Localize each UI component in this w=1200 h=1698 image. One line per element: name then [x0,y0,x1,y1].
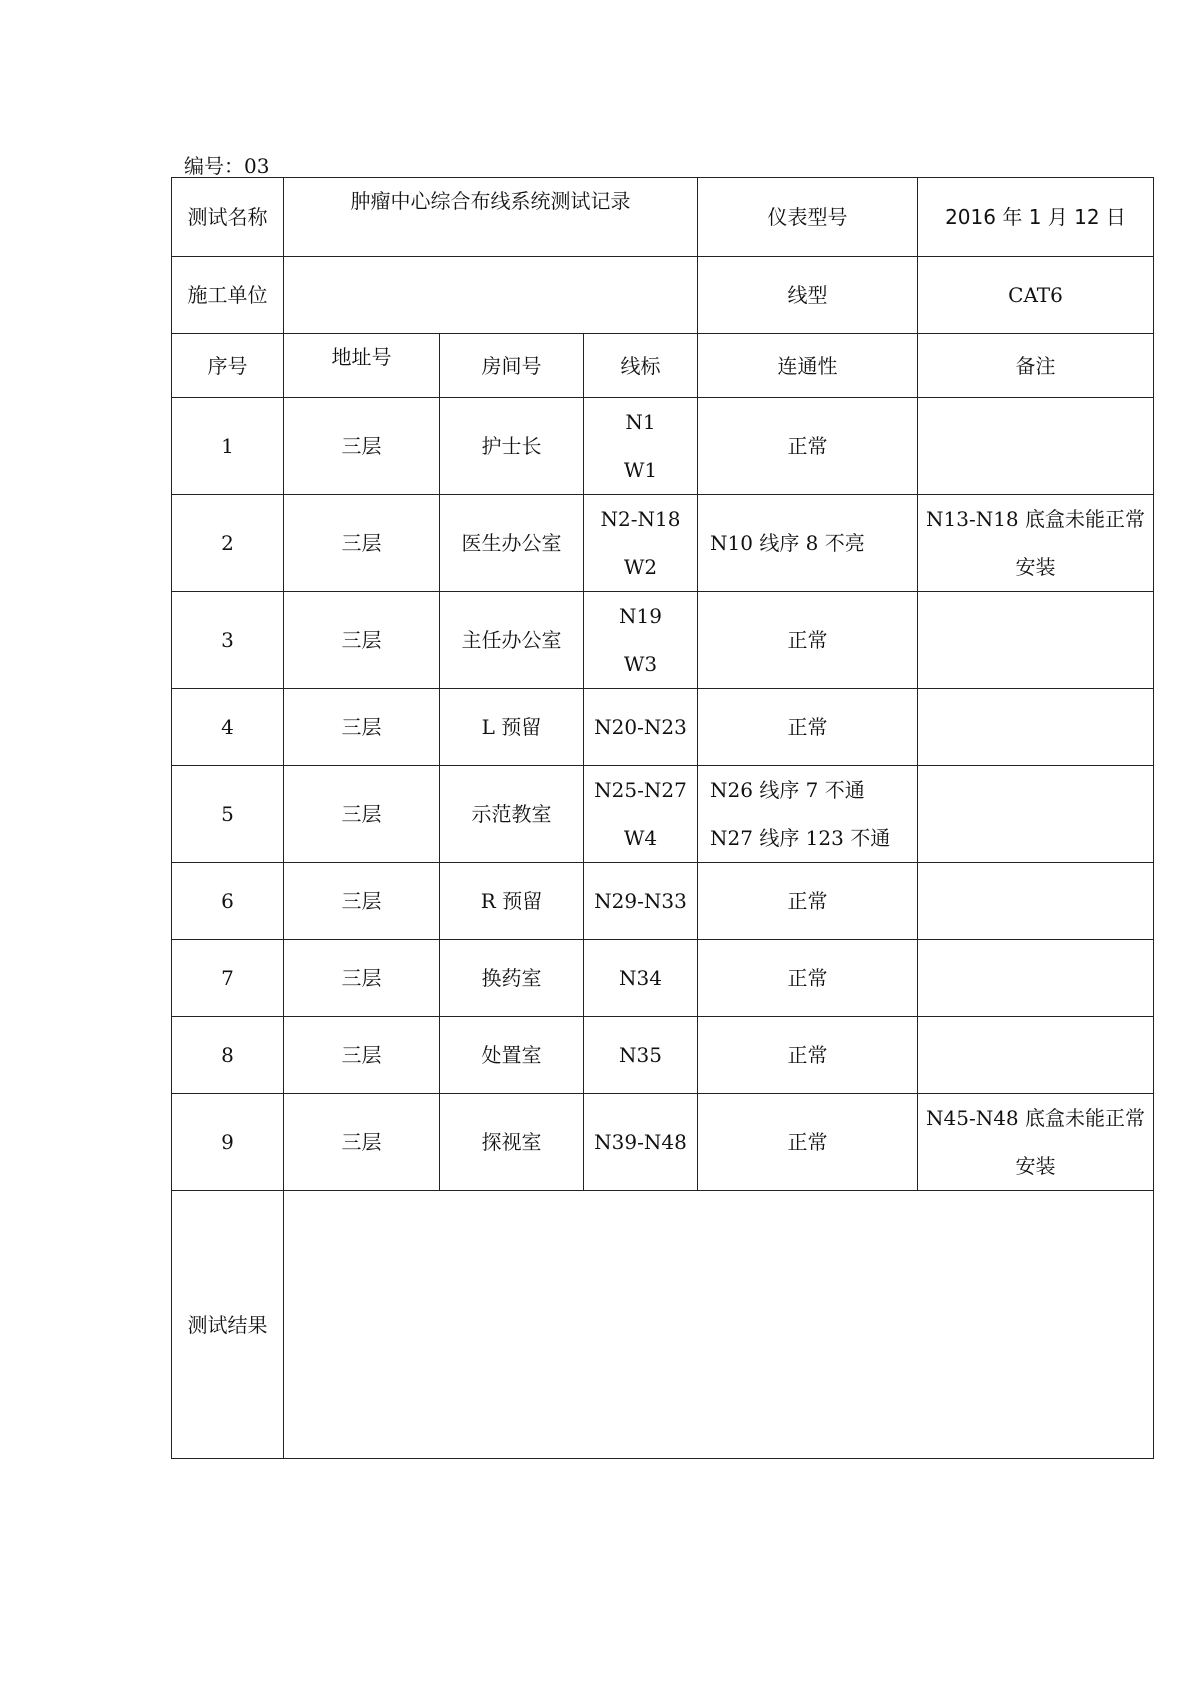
row-continuity [698,766,918,863]
row-seq: 5 [172,766,284,863]
row-remarks [918,863,1154,940]
row-address: 三层 [284,495,440,592]
row-seq: 2 [172,495,284,592]
row-remarks [918,398,1154,495]
row-continuity-line: 正常 [787,966,828,990]
test-result-row [172,1191,1154,1459]
row-room: 示范教室 [440,766,584,863]
row-address: 三层 [284,766,440,863]
row-seq: 1 [172,398,284,495]
row-seq: 6 [172,863,284,940]
row-continuity-line: N10 线序 8 不亮 [710,531,865,555]
row-remarks [918,689,1154,766]
row-address: 三层 [284,689,440,766]
test-date: 2016 年 1 月 12 日 [918,178,1154,257]
table-row [172,863,1154,940]
row-remarks [918,495,1154,592]
row-continuity [698,592,918,689]
row-address: 三层 [284,1094,440,1191]
test-result-label: 测试结果 [172,1191,284,1459]
row-continuity [698,1017,918,1094]
row-remarks [918,940,1154,1017]
row-label-line: W2 [623,555,658,579]
row-label [584,495,698,592]
table-row [172,495,1154,592]
row-address: 三层 [284,940,440,1017]
header-label: 线标 [584,334,698,398]
row-continuity [698,863,918,940]
row-seq: 7 [172,940,284,1017]
test-record-table [171,177,1154,1459]
row-label-line: W3 [623,652,658,676]
table-row [172,398,1154,495]
row-label [584,689,698,766]
row-remarks [918,1017,1154,1094]
row-address: 三层 [284,863,440,940]
row-seq: 3 [172,592,284,689]
document-number: 编号：03 [184,154,270,178]
cable-type-value: CAT6 [918,257,1154,334]
row-continuity-line: 正常 [787,1043,828,1067]
table-row [172,766,1154,863]
header-room: 房间号 [440,334,584,398]
table-row [172,940,1154,1017]
row-continuity-line: 正常 [787,1130,828,1154]
row-seq: 4 [172,689,284,766]
row-room: 医生办公室 [440,495,584,592]
row-continuity [698,1094,918,1191]
test-result-value [284,1191,1154,1459]
row-label-line: N29-N33 [594,889,687,913]
row-continuity-line: 正常 [787,889,828,913]
row-label-line: N19 [619,604,662,628]
row-continuity [698,940,918,1017]
row-label-line: N20-N23 [594,715,687,739]
contractor-label: 施工单位 [172,257,284,334]
row-remarks [918,1094,1154,1191]
row-label [584,592,698,689]
row-room: 主任办公室 [440,592,584,689]
row-remarks-line: 安装 [1015,555,1056,579]
row-room: L 预留 [440,689,584,766]
test-name-value: 肿瘤中心综合布线系统测试记录 [284,178,698,257]
row-label [584,766,698,863]
row-continuity-line: 正常 [787,434,828,458]
row-continuity-line: 正常 [787,715,828,739]
row-remarks-line: N13-N18 底盒未能正常 [926,507,1146,531]
row-continuity [698,398,918,495]
row-label [584,398,698,495]
table-row [172,689,1154,766]
row-continuity-line: N27 线序 123 不通 [710,826,891,850]
row-room: R 预留 [440,863,584,940]
meter-model-label: 仪表型号 [698,178,918,257]
cable-type-label: 线型 [698,257,918,334]
row-remarks-line: N45-N48 底盒未能正常 [926,1106,1146,1130]
contractor-value [284,257,698,334]
row-continuity-line: N26 线序 7 不通 [710,778,865,802]
row-remarks-line: 安装 [1015,1154,1056,1178]
test-name-label: 测试名称 [172,178,284,257]
row-continuity-line: 正常 [787,628,828,652]
header-remarks: 备注 [918,334,1154,398]
header-seq: 序号 [172,334,284,398]
row-seq: 9 [172,1094,284,1191]
row-address: 三层 [284,398,440,495]
header-address: 地址号 [284,334,440,398]
row-label-line: N34 [619,966,662,990]
row-label [584,1017,698,1094]
table-row [172,1094,1154,1191]
row-label-line: N1 [625,410,656,434]
row-room: 换药室 [440,940,584,1017]
row-seq: 8 [172,1017,284,1094]
row-continuity [698,495,918,592]
row-room: 探视室 [440,1094,584,1191]
test-name-row [172,178,1154,257]
row-label-line: W1 [623,458,658,482]
header-continuity: 连通性 [698,334,918,398]
row-label-line: N35 [619,1043,662,1067]
table-row [172,1017,1154,1094]
row-label-line: N39-N48 [594,1130,687,1154]
row-label-line: N25-N27 [594,778,687,802]
table-row [172,592,1154,689]
row-remarks [918,766,1154,863]
row-continuity [698,689,918,766]
row-address: 三层 [284,592,440,689]
contractor-row [172,257,1154,334]
row-label [584,940,698,1017]
row-room: 处置室 [440,1017,584,1094]
row-address: 三层 [284,1017,440,1094]
row-label-line: W4 [623,826,658,850]
row-room: 护士长 [440,398,584,495]
row-label-line: N2-N18 [600,507,681,531]
row-label [584,863,698,940]
row-remarks [918,592,1154,689]
row-label [584,1094,698,1191]
column-header-row [172,334,1154,398]
